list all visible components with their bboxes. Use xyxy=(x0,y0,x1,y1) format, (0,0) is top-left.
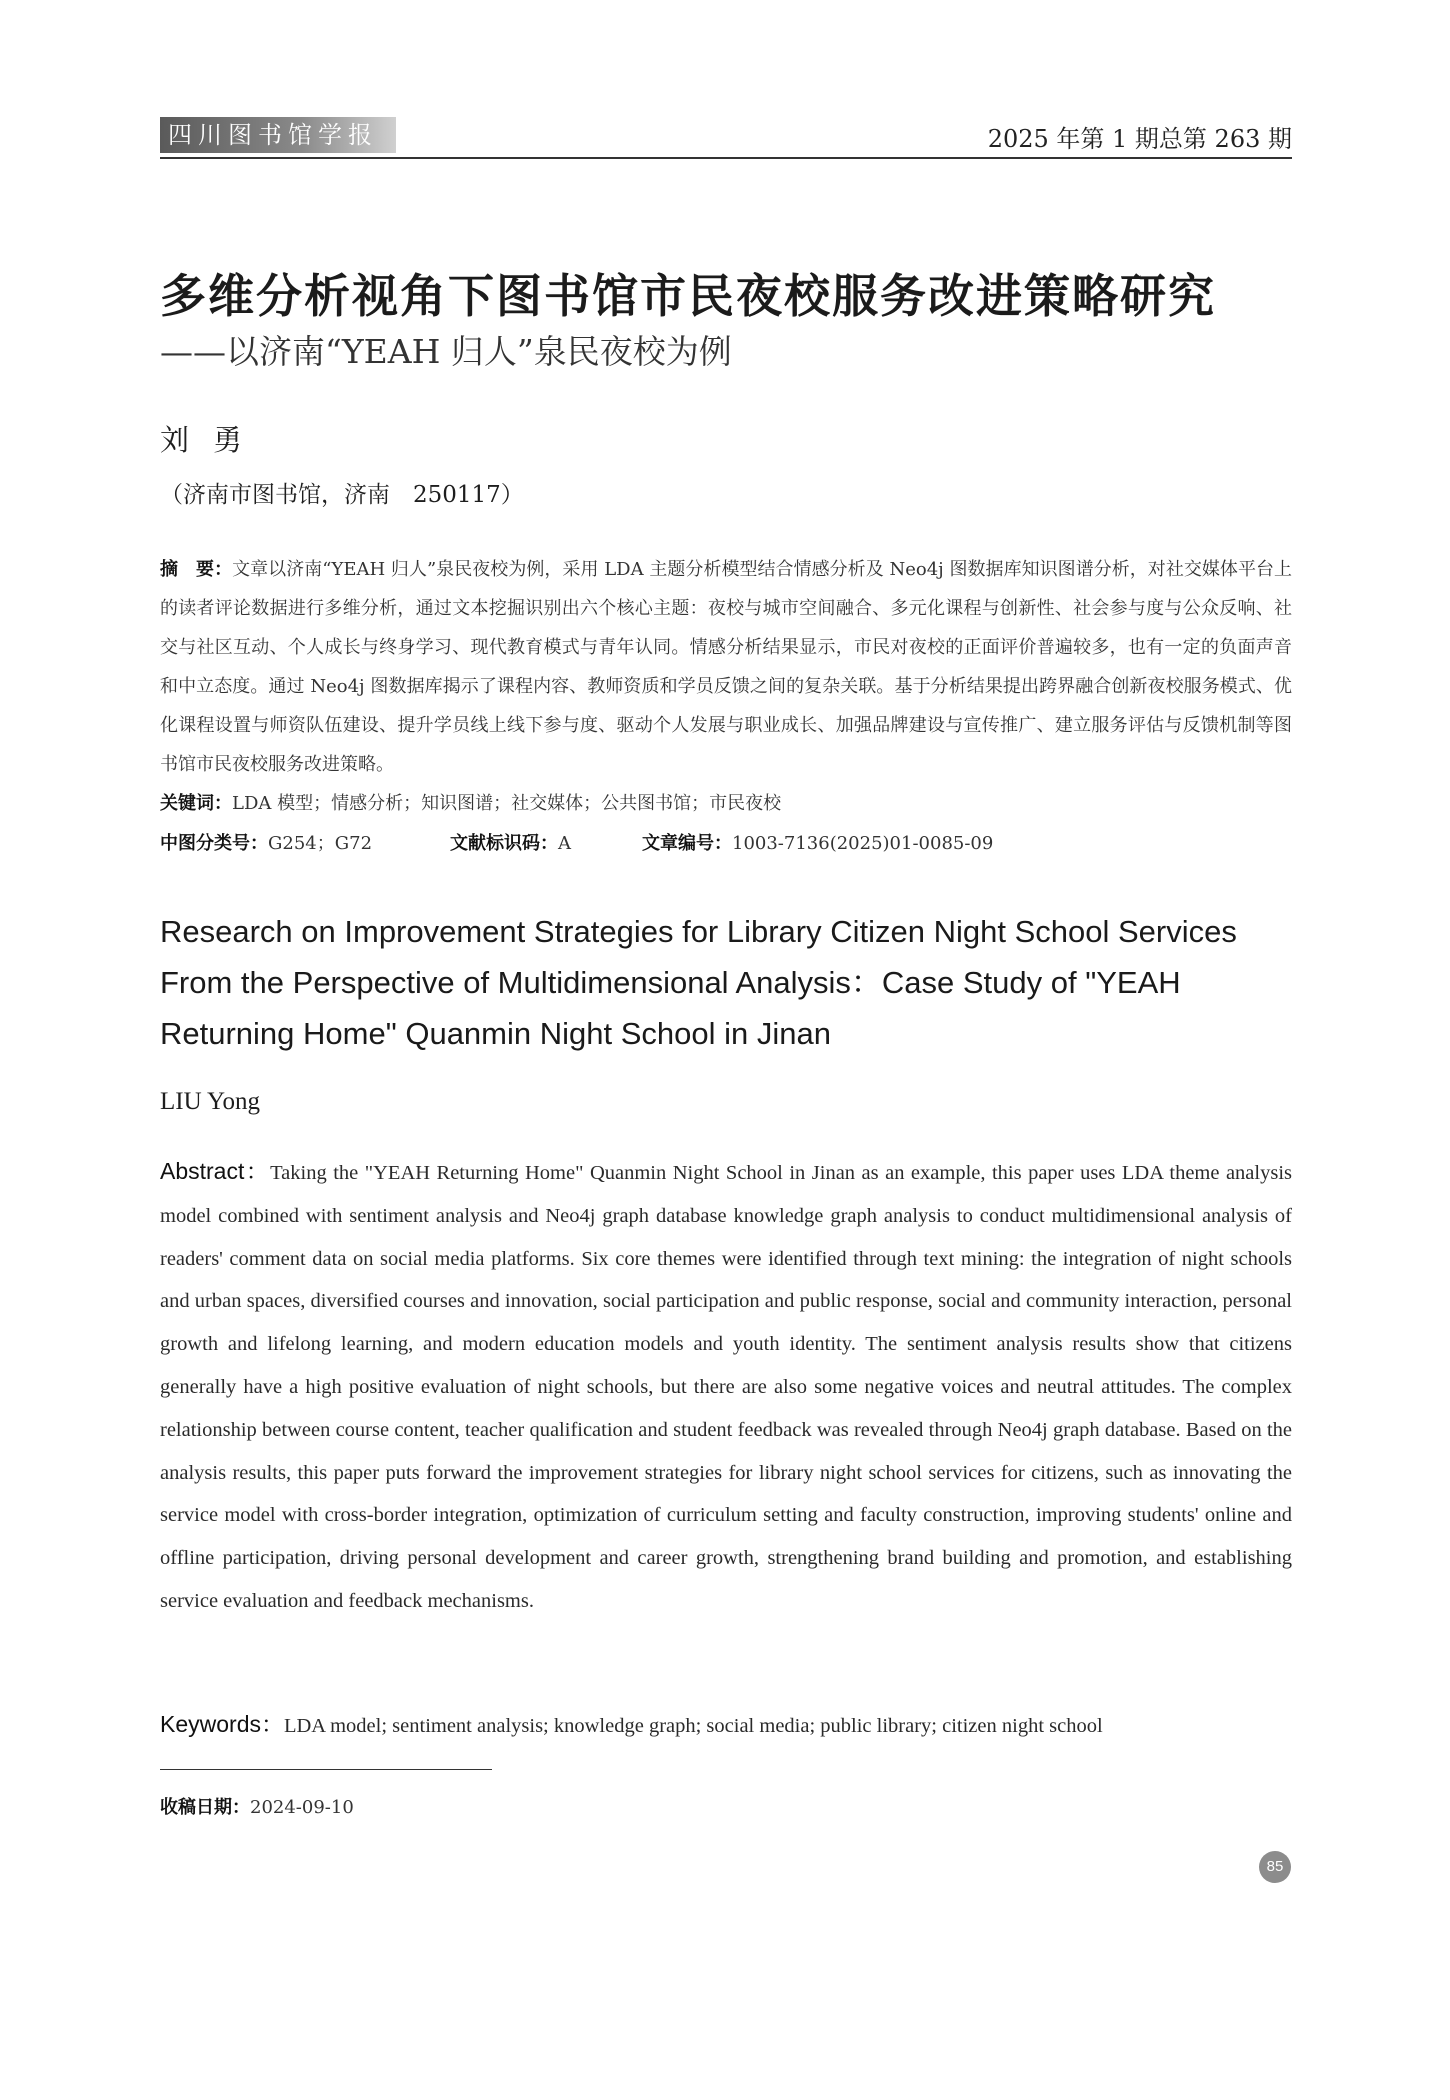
page-number: 85 xyxy=(1259,1851,1291,1883)
article-metadata xyxy=(160,829,1292,855)
english-keywords-label: Keywords： xyxy=(160,1711,284,1737)
chinese-keywords-label: 关键词： xyxy=(160,793,232,814)
clc-item xyxy=(160,829,450,855)
clc-value: G254；G72 xyxy=(268,833,373,854)
article-no-item xyxy=(642,829,993,855)
english-keywords-text: LDA model; sentiment analysis; knowledge graph; social media; public library; citizen night school xyxy=(283,1715,1103,1737)
article-no-label: 文章编号： xyxy=(642,833,732,854)
received-label: 收稿日期： xyxy=(160,1797,250,1818)
running-header xyxy=(160,117,1292,159)
doc-code-label: 文献标识码： xyxy=(450,833,558,854)
footnote-divider xyxy=(160,1769,492,1770)
english-abstract-text: Taking the "YEAH Returning Home" Quanmin Night School in Jinan as an example, this paper uses LDA theme analysis model combined with sentiment analysis and Neo4j graph database knowledge graph analysis to conduct multidimensional analysis of readers' comment data on social media platforms. Six core themes were identified through text mining: the integration of night schools and urban spaces, diversified courses and innovation, social participation and public response, social and community interaction, personal growth and lifelong learning, and modern education models and youth identity. The sentiment analysis results show that citizens generally have a high positive evaluation of night schools, but there are also some negative voices and neutral attitudes. The complex relationship between course content, teacher qualification and student feedback was revealed through Neo4j graph database. Based on the analysis results, this paper puts forward the improvement strategies for library night school services for citizens, such as innovating the service model with cross-border integration, optimization of curriculum setting and faculty construction, improving students' online and offline participation, driving personal development and career growth, strengthening brand building and promotion, and establishing service evaluation and feedback mechanisms. xyxy=(160,1162,1292,1612)
received-value: 2024-09-10 xyxy=(250,1797,354,1818)
english-keywords xyxy=(160,1706,1292,1739)
chinese-abstract-label: 摘 要： xyxy=(160,559,233,580)
english-abstract xyxy=(160,1150,1292,1623)
issue-info: 2025 年第 1 期总第 263 期 xyxy=(987,125,1292,153)
chinese-keywords xyxy=(160,789,1292,815)
chinese-author: 刘勇 xyxy=(160,423,267,457)
chinese-subtitle: ——以济南“YEAH 归人”泉民夜校为例 xyxy=(160,332,732,371)
chinese-abstract xyxy=(160,550,1292,784)
chinese-affiliation: （济南市图书馆，济南 250117） xyxy=(160,482,524,508)
chinese-abstract-text: 文章以济南“YEAH 归人”泉民夜校为例，采用 LDA 主题分析模型结合情感分析及 Neo4j 图数据库知识图谱分析，对社交媒体平台上的读者评论数据进行多维分析，通过文本挖掘识别出六个核心主题：夜校与城市空间融合、多元化课程与创新性、社会参与度与公众反响、社交与社区互动、个人成长与终身学习、现代教育模式与青年认同。情感分析结果显示，市民对夜校的正面评价普遍较多，也有一定的负面声音和中立态度。通过 Neo4j 图数据库揭示了课程内容、教师资质和学员反馈之间的复杂关联。基于分析结果提出跨界融合创新夜校服务模式、优化课程设置与师资队伍建设、提升学员线上线下参与度、驱动个人发展与职业成长、加强品牌建设与宣传推广、建立服务评估与反馈机制等图书馆市民夜校服务改进策略。 xyxy=(160,559,1293,775)
clc-label: 中图分类号： xyxy=(160,833,268,854)
journal-name: 四川图书馆学报 xyxy=(160,117,396,153)
doc-code-item xyxy=(450,829,642,855)
english-abstract-label: Abstract： xyxy=(160,1158,271,1184)
doc-code-value: A xyxy=(558,833,571,854)
english-title: Research on Improvement Strategies for Library Citizen Night School Services From the Perspective of Multidimensional Analysis：Case Study of "YEAH Returning Home" Quanmin Night School in Jinan xyxy=(160,914,1237,1051)
received-date xyxy=(160,1793,354,1819)
chinese-keywords-text: LDA 模型；情感分析；知识图谱；社交媒体；公共图书馆；市民夜校 xyxy=(232,793,782,814)
english-author: LIU Yong xyxy=(160,1088,261,1115)
chinese-title: 多维分析视角下图书馆市民夜校服务改进策略研究 xyxy=(160,269,1216,323)
article-no-value: 1003-7136(2025)01-0085-09 xyxy=(732,833,994,854)
